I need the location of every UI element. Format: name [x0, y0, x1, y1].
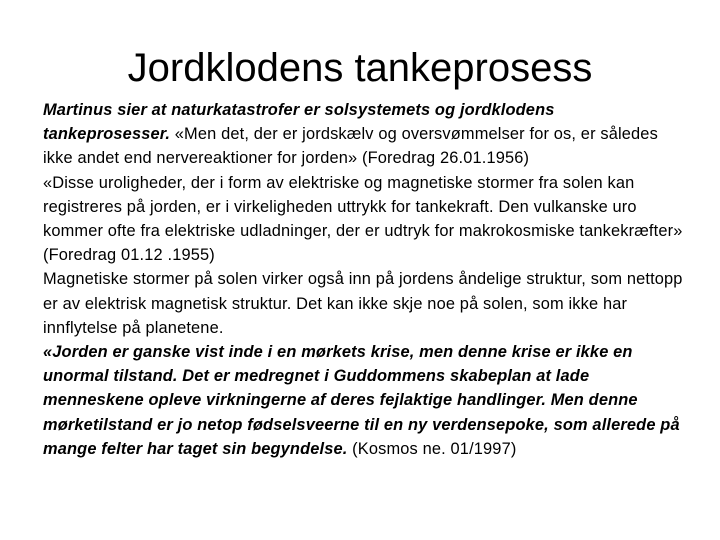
kosmos-quote-text: «Jorden er ganske vist inde i en mørkets krise, men denne krise er ikke en unormal tilstand. Det er medregnet i Guddommens skabeplan at lade menneskene opleve virkningerne af deres fejlaktige handlinger. Men denne mørketilstand er jo netop fødselsveerne til en ny verdensepoke, som allerede på mange felter har taget sin begyndelse.: [43, 343, 680, 458]
quote-lecture-1956: «Men det, der er jordskælv og oversvømmelser for os, er således ikke andet end nervereaktioner for jorden» (Foredrag 26.01.1956): [43, 125, 658, 168]
quote-lecture-1955-text: «Disse uroligheder, der i form av elektriske og magnetiske stormer fra solen kan registreres på jorden, er i virkeligheden uttrykk for tankekraft. Den vulkanske uro kommer ofte fra elektriske udladninger, der er udtryk for makrokosmiske tankekræfter» (Foredrag 01.12 .1955): [43, 173, 683, 265]
paragraph-quote-lecture-1955: [43, 171, 683, 268]
bold-italic-statement: Martinus sier at naturkatastrofer er solsystemets og jordklodens tankeprosesser.: [43, 101, 555, 144]
paragraph-kosmos-quote: [43, 340, 683, 461]
slide-body: [43, 98, 683, 461]
kosmos-source: (Kosmos ne. 01/1997): [347, 439, 517, 458]
paragraph-martinus-natural-disasters: [43, 98, 683, 171]
magnetic-storms-text: Magnetiske stormer på solen virker også inn på jordens åndelige struktur, som nettopp er av elektrisk magnetisk struktur. Det kan ikke skje noe på solen, som ikke har innflytelse på planetene.: [43, 270, 683, 337]
paragraph-magnetic-storms: [43, 267, 683, 340]
slide-title: Jordklodens tankeprosess: [127, 46, 593, 90]
